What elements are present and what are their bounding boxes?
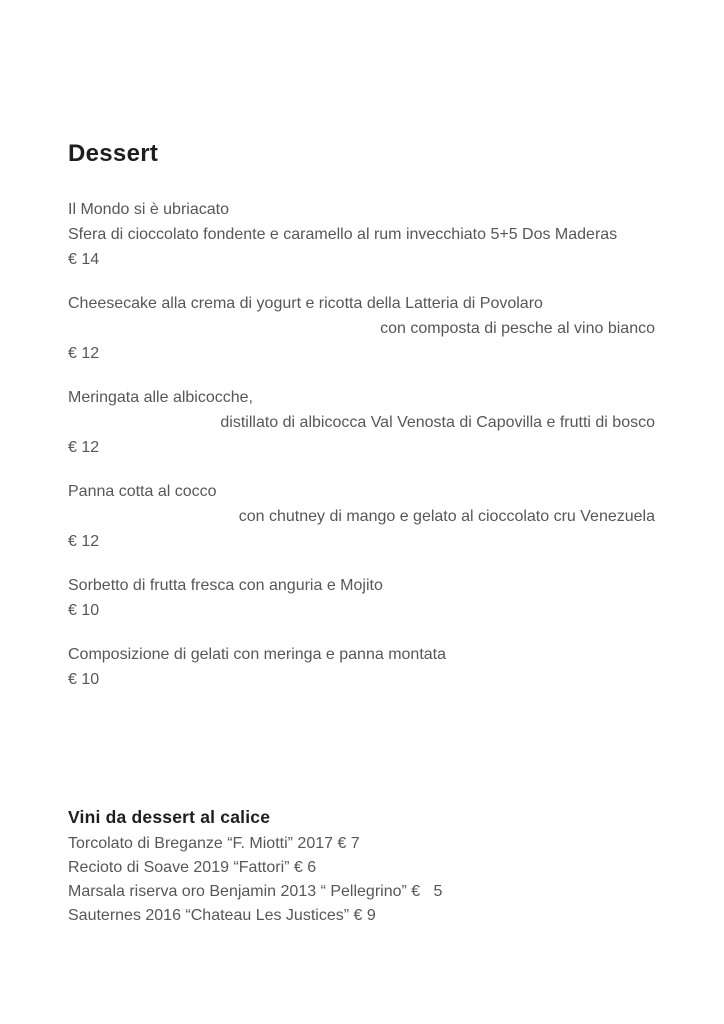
item-price: € 12 [68, 533, 100, 550]
item-name: Cheesecake alla crema di yogurt e ricotta della Latteria di Povolaro [68, 295, 543, 312]
menu-item [68, 573, 655, 623]
menu-item [68, 197, 655, 272]
item-price: € 10 [68, 602, 100, 619]
item-price: € 12 [68, 439, 100, 456]
dessert-list [68, 197, 655, 692]
menu-item [68, 291, 655, 366]
item-name: Meringata alle albicocche, [68, 389, 253, 406]
menu-item [68, 642, 655, 692]
wine-item: Sauternes 2016 “Chateau Les Justices” € 9 [68, 907, 376, 924]
item-price: € 12 [68, 345, 100, 362]
item-price: € 14 [68, 251, 100, 268]
item-name: Composizione di gelati con meringa e panna montata [68, 646, 447, 663]
page-title: Dessert [68, 140, 159, 167]
wine-item: Recioto di Soave 2019 “Fattori” € 6 [68, 859, 317, 876]
item-name: Sorbetto di frutta fresca con anguria e Mojito [68, 577, 383, 594]
item-description: con chutney di mango e gelato al cioccolato cru Venezuela [238, 508, 655, 525]
item-description: Sfera di cioccolato fondente e caramello al rum invecchiato 5+5 Dos Maderas [68, 226, 618, 243]
item-description: distillato di albicocca Val Venosta di Capovilla e frutti di bosco [220, 414, 655, 431]
item-description: con composta di pesche al vino bianco [380, 320, 655, 337]
dessert-wines-section [68, 805, 655, 928]
wine-item: Marsala riserva oro Benjamin 2013 “ Pellegrino” € 5 [68, 883, 443, 900]
item-name: Panna cotta al cocco [68, 483, 217, 500]
item-price: € 10 [68, 671, 100, 688]
item-name: Il Mondo si è ubriacato [68, 201, 229, 218]
menu-item [68, 479, 655, 554]
menu-item [68, 385, 655, 460]
wine-item: Torcolato di Breganze “F. Miotti” 2017 € 7 [68, 835, 360, 852]
wine-section-title: Vini da dessert al calice [68, 807, 271, 827]
